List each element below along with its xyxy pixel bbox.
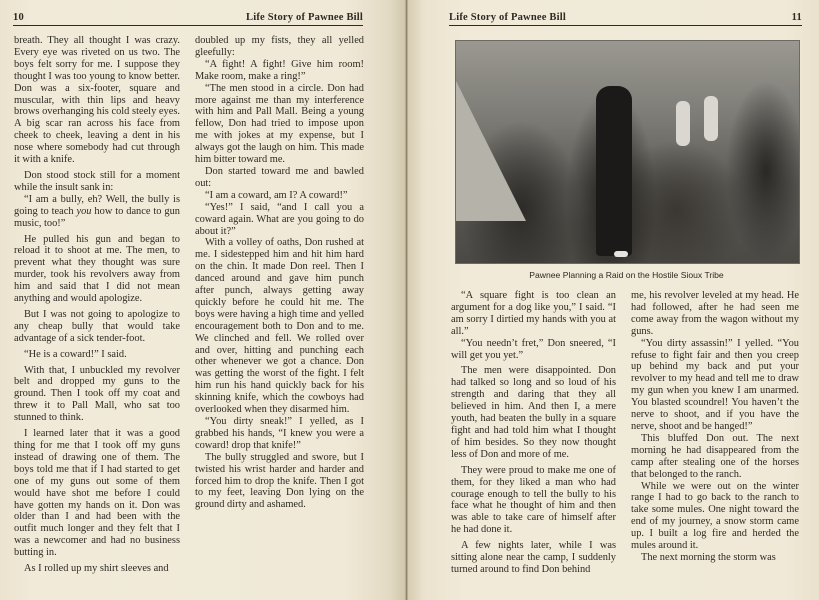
paragraph: Don stood stock still for a moment while the insult sank in:: [14, 169, 180, 193]
photograph: [455, 40, 800, 264]
right-page-column-1: [451, 290, 616, 580]
tipi-shape: [456, 81, 526, 221]
page-number-left: 10: [13, 12, 24, 23]
left-page-column-1: [14, 35, 180, 579]
right-page-header: [449, 12, 802, 26]
paragraph: This bluffed Don out. The next morning he had disappeared from the camp after stealing one of the horses that belonged to the ranch.: [631, 432, 799, 480]
paragraph: He pulled his gun and began to reload it to shoot at me. The men, to prevent what they thought was sure murder, took his revolvers away from him and said that I did not mean anything and would apologize.: [14, 233, 180, 305]
paragraph: “The men stood in a circle. Don had more against me than my interference with him and Pall Mall. Being a young fellow, Don had tried to impose upon me with jokes at my expense, but I always got the laugh on him. This made him bitter toward me.: [195, 82, 364, 166]
paragraph: “A fight! A fight! Give him room! Make room, make a ring!”: [195, 58, 364, 82]
paragraph: breath. They all thought I was crazy. Every eye was riveted on us two. The boys felt sorry for me. I suppose they thought I was too young to know better. Don was a six-footer, square and muscular, with thin lips and heavy brows overhanging his cold steely eyes. A big scar ran across his face from cheek to cheek, leaving a dent in his nose where somebody had cut through it with a knife.: [14, 35, 180, 166]
left-page-header: [13, 12, 363, 26]
paragraph: The men were disappointed. Don had talked so long and so loud of his strength and daring that they all believed in him. And then I, a mere youth, had beaten the bully in a square fight and had told him what I thought of him besides. So they now thought less of Don and more of me.: [451, 365, 616, 460]
paragraph: Don started toward me and bawled out:: [195, 165, 364, 189]
running-title-left: Life Story of Pawnee Bill: [246, 12, 363, 23]
standing-figure-shape: [596, 86, 632, 256]
paragraph: me, his revolver leveled at my head. He had followed, after he had seen me come away from the wagon without my guns.: [631, 290, 799, 337]
paragraph: “He is a coward!” I said.: [24, 348, 127, 360]
paragraph: “A square fight is too clean an argument for a dog like you,” I said. “I am sorry I dirtied my hands with you at all.”: [451, 290, 616, 337]
page-number-right: 11: [791, 12, 802, 23]
paragraph: The bully struggled and swore, but I twisted his wrist harder and harder and forced him to drop the knife. Then I got to my feet, leaving Don lying on the ground dirty and ashamed.: [195, 451, 364, 511]
paragraph: “Yes!” I said, “and I call you a coward again. What are you going to do about it?”: [195, 201, 364, 237]
paragraph: With a volley of oaths, Don rushed at me. I sidestepped him and hit him hard on the chin. It made Don reel. Then I danced around and gave him punch after punch, always getting away quickly before he could hit me. The boys were having a high time and yelled encouragement both to Don and to me. We clinched and fell. We rolled over and over, hitting and punching each other whenever we got a chance. Don was getting the worst of the fight. I felt him run his hand quickly back for his skinning knife, which the cowboys had overlooked when they disarmed him.: [195, 237, 364, 416]
paragraph: The next morning the storm was: [641, 551, 776, 563]
paragraph: “You needn’t fret,” Don sneered, “I will get you yet.”: [451, 337, 616, 361]
header-rule: [13, 25, 363, 27]
paragraph: I learned later that it was a good thing for me that I took off my guns instead of drawing one of them. The boys told me that if I had started to get one of my guns out some of them would have shot me before I could have gotten my hands on it. Don was older than I and had been with the outfit much longer and they felt that I was a newcomer and had no business butting in.: [14, 428, 180, 559]
paragraph: As I rolled up my shirt sleeves and: [24, 563, 169, 575]
paragraph: With that, I unbuckled my revolver belt and dropped my guns to the ground. Then I took off my coat and threw it to Pall Mall, who sat too stunned to think.: [14, 364, 180, 424]
paragraph: “I am a bully, eh? Well, the bully is going to teach you how to dance to gun music, too!”: [14, 193, 180, 229]
right-page-column-2: [631, 290, 799, 564]
emphasis: you: [76, 205, 92, 217]
paragraph: “You dirty assassin!” I yelled. “You refuse to fight fair and then you creep up behind my back and put your revolver to my head and tell me to draw my gun when you knew I am unarmed. You blasted scoundrel! You haven’t the nerve to shoot, and if you have the nerve, shoot and be hanged!”: [631, 337, 799, 432]
header-rule: [449, 25, 802, 27]
left-page: [0, 0, 406, 600]
photo-caption: Pawnee Planning a Raid on the Hostile Sioux Tribe: [529, 270, 724, 280]
paragraph: They were proud to make me one of them, for they liked a man who had courage enough to tell the bully to his face what he thought of him and then was able to take care of himself after he had done it.: [451, 464, 616, 536]
paragraph: doubled up my fists, they all yelled gleefully:: [195, 35, 364, 58]
running-title-right: Life Story of Pawnee Bill: [449, 12, 566, 23]
moccasin-shape: [614, 251, 628, 257]
paragraph: A few nights later, while I was sitting alone near the camp, I suddenly turned around to find Don behind: [451, 540, 616, 575]
horse-shape: [676, 101, 690, 146]
paragraph: “I am a coward, am I? A coward!”: [205, 189, 348, 201]
horse-shape: [704, 96, 718, 141]
left-page-column-2: [195, 35, 364, 511]
paragraph: “You dirty sneak!” I yelled, as I grabbed his hands, “I knew you were a coward! drop that knife!”: [195, 416, 364, 451]
paragraph: While we were out on the winter range I had to go back to the ranch to take some mules. One night toward the end of my journey, a snow storm came up. I built a log fire and herded the mules around it.: [631, 480, 799, 552]
paragraph: But I was not going to apologize to any cheap bully that would take advantage of a sick tender-foot.: [14, 308, 180, 344]
